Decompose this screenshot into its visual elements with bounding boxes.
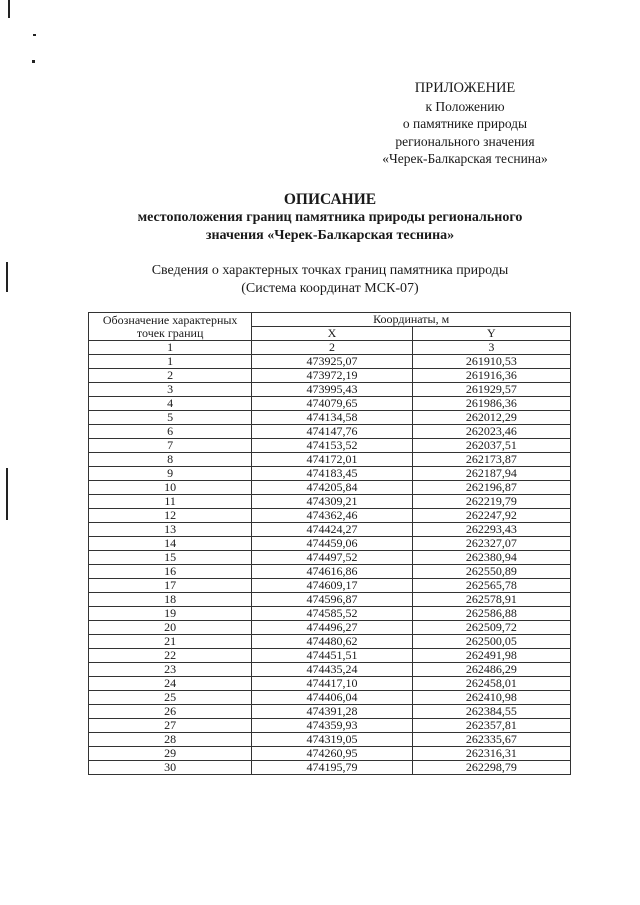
y-cell: 262316,31 <box>412 747 570 761</box>
y-cell: 262219,79 <box>412 495 570 509</box>
point-cell: 23 <box>89 663 252 677</box>
coordinates-header: Координаты, м <box>252 313 571 327</box>
table-row <box>89 481 571 495</box>
scan-mark-left-1 <box>6 262 8 292</box>
table-row <box>89 551 571 565</box>
appendix-heading: ПРИЛОЖЕНИЕ <box>414 80 516 96</box>
y-cell: 262247,92 <box>412 509 570 523</box>
appendix-line: регионального значения <box>395 133 535 149</box>
x-cell: 474609,17 <box>252 579 412 593</box>
point-cell: 7 <box>89 439 252 453</box>
point-cell: 25 <box>89 691 252 705</box>
table-row <box>89 649 571 663</box>
document-title-block <box>60 190 600 245</box>
column-number: 2 <box>252 341 412 355</box>
x-cell: 474205,84 <box>252 481 412 495</box>
table-row <box>89 677 571 691</box>
y-cell: 262187,94 <box>412 467 570 481</box>
x-cell: 474406,04 <box>252 691 412 705</box>
y-cell: 261916,36 <box>412 369 570 383</box>
y-cell: 262565,78 <box>412 579 570 593</box>
y-cell: 262384,55 <box>412 705 570 719</box>
x-cell: 474459,06 <box>252 537 412 551</box>
point-cell: 21 <box>89 635 252 649</box>
point-cell: 5 <box>89 411 252 425</box>
point-cell: 11 <box>89 495 252 509</box>
appendix-line: «Черек-Балкарская теснина» <box>382 151 548 166</box>
table-row <box>89 509 571 523</box>
point-cell: 3 <box>89 383 252 397</box>
y-cell: 262012,29 <box>412 411 570 425</box>
table-row <box>89 663 571 677</box>
y-cell: 262586,88 <box>412 607 570 621</box>
x-cell: 473995,43 <box>252 383 412 397</box>
point-cell: 20 <box>89 621 252 635</box>
table-row <box>89 761 571 775</box>
table-row <box>89 705 571 719</box>
table-row <box>89 593 571 607</box>
scan-mark-left-2 <box>6 468 8 520</box>
x-cell: 474183,45 <box>252 467 412 481</box>
y-cell: 262491,98 <box>412 649 570 663</box>
point-cell: 24 <box>89 677 252 691</box>
x-cell: 474496,27 <box>252 621 412 635</box>
table-row <box>89 635 571 649</box>
x-cell: 474616,86 <box>252 565 412 579</box>
y-cell: 262380,94 <box>412 551 570 565</box>
table-row <box>89 565 571 579</box>
y-cell: 262293,43 <box>412 523 570 537</box>
y-cell: 262023,46 <box>412 425 570 439</box>
table-row <box>89 425 571 439</box>
y-cell: 262550,89 <box>412 565 570 579</box>
point-cell: 27 <box>89 719 252 733</box>
x-cell: 474134,58 <box>252 411 412 425</box>
table-row <box>89 495 571 509</box>
y-cell: 262037,51 <box>412 439 570 453</box>
point-cell: 18 <box>89 593 252 607</box>
x-cell: 474362,46 <box>252 509 412 523</box>
point-cell: 4 <box>89 397 252 411</box>
point-cell: 13 <box>89 523 252 537</box>
table-row <box>89 733 571 747</box>
table-row <box>89 355 571 369</box>
table-row <box>89 383 571 397</box>
y-cell: 262327,07 <box>412 537 570 551</box>
document-subtitle-line: местоположения границ памятника природы регионального <box>137 210 523 225</box>
point-cell: 9 <box>89 467 252 481</box>
table-row <box>89 747 571 761</box>
x-header: X <box>252 327 412 341</box>
table-row <box>89 621 571 635</box>
y-cell: 262196,87 <box>412 481 570 495</box>
y-cell: 262509,72 <box>412 621 570 635</box>
y-cell: 262335,67 <box>412 733 570 747</box>
point-cell: 10 <box>89 481 252 495</box>
point-cell: 14 <box>89 537 252 551</box>
point-cell: 2 <box>89 369 252 383</box>
scan-dot <box>32 60 35 63</box>
x-cell: 474147,76 <box>252 425 412 439</box>
point-cell: 17 <box>89 579 252 593</box>
x-cell: 474391,28 <box>252 705 412 719</box>
point-cell: 12 <box>89 509 252 523</box>
x-cell: 474359,93 <box>252 719 412 733</box>
x-cell: 474497,52 <box>252 551 412 565</box>
table-row <box>89 467 571 481</box>
point-cell: 6 <box>89 425 252 439</box>
y-cell: 262410,98 <box>412 691 570 705</box>
x-cell: 474260,95 <box>252 747 412 761</box>
point-cell: 8 <box>89 453 252 467</box>
table-row <box>89 397 571 411</box>
point-cell: 28 <box>89 733 252 747</box>
y-cell: 262500,05 <box>412 635 570 649</box>
column-number: 3 <box>412 341 570 355</box>
scan-dot <box>33 34 36 36</box>
y-cell: 262357,81 <box>412 719 570 733</box>
info-block <box>60 262 600 298</box>
scan-mark-top-left <box>8 0 10 18</box>
table-row <box>89 691 571 705</box>
point-cell: 30 <box>89 761 252 775</box>
point-cell: 15 <box>89 551 252 565</box>
info-line: Сведения о характерных точках границ памятника природы <box>151 263 509 278</box>
x-cell: 474417,10 <box>252 677 412 691</box>
x-cell: 474435,24 <box>252 663 412 677</box>
point-cell: 16 <box>89 565 252 579</box>
table-row <box>89 411 571 425</box>
x-cell: 473925,07 <box>252 355 412 369</box>
table-row <box>89 607 571 621</box>
appendix-line: к Положению <box>425 98 505 114</box>
appendix-block <box>350 80 580 168</box>
y-cell: 262458,01 <box>412 677 570 691</box>
x-cell: 474424,27 <box>252 523 412 537</box>
y-cell: 262173,87 <box>412 453 570 467</box>
y-cell: 262578,91 <box>412 593 570 607</box>
table-row <box>89 537 571 551</box>
y-cell: 262486,29 <box>412 663 570 677</box>
y-cell: 261910,53 <box>412 355 570 369</box>
point-cell: 22 <box>89 649 252 663</box>
point-cell: 29 <box>89 747 252 761</box>
x-cell: 474480,62 <box>252 635 412 649</box>
x-cell: 474319,05 <box>252 733 412 747</box>
table-row <box>89 369 571 383</box>
point-designation-header: Обозначение характерных точек границ <box>89 313 252 341</box>
coordinates-table <box>88 312 571 775</box>
y-cell: 261986,36 <box>412 397 570 411</box>
point-cell: 1 <box>89 355 252 369</box>
table-row <box>89 719 571 733</box>
x-cell: 474585,52 <box>252 607 412 621</box>
appendix-line: о памятнике природы <box>402 116 528 131</box>
document-subtitle-line: значения «Черек-Балкарская теснина» <box>205 228 455 243</box>
x-cell: 473972,19 <box>252 369 412 383</box>
point-cell: 19 <box>89 607 252 621</box>
y-header: Y <box>412 327 570 341</box>
point-cell: 26 <box>89 705 252 719</box>
x-cell: 474309,21 <box>252 495 412 509</box>
table-row <box>89 439 571 453</box>
coordinate-system-line: (Система координат МСК-07) <box>241 281 419 296</box>
x-cell: 474172,01 <box>252 453 412 467</box>
x-cell: 474153,52 <box>252 439 412 453</box>
document-heading: ОПИСАНИЕ <box>283 191 377 208</box>
x-cell: 474451,51 <box>252 649 412 663</box>
table-row <box>89 523 571 537</box>
column-number: 1 <box>89 341 252 355</box>
y-cell: 261929,57 <box>412 383 570 397</box>
table-row <box>89 453 571 467</box>
table-row <box>89 579 571 593</box>
y-cell: 262298,79 <box>412 761 570 775</box>
x-cell: 474195,79 <box>252 761 412 775</box>
x-cell: 474079,65 <box>252 397 412 411</box>
x-cell: 474596,87 <box>252 593 412 607</box>
